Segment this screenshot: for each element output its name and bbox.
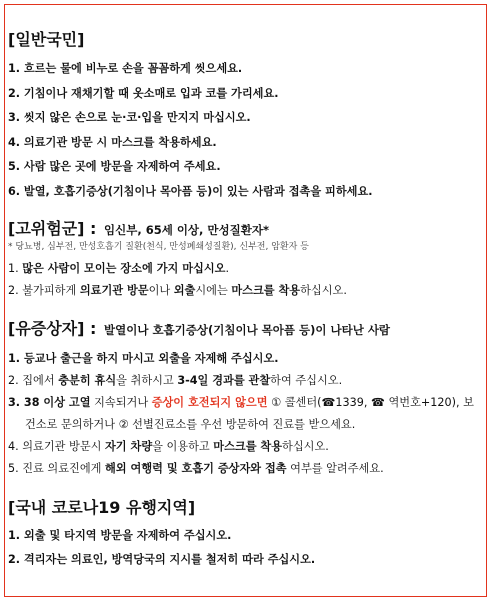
symptomatic-heading-row [8, 319, 482, 340]
general-item: 5. 사람 많은 곳에 방문을 자제하여 주세요. [8, 160, 221, 174]
domestic-heading: [국내 코로나19 유행지역] [8, 497, 196, 517]
general-list [8, 57, 482, 205]
general-item: 4. 의료기관 방문 시 마스크를 착용하세요. [8, 135, 217, 149]
highrisk-heading: [고위험군] [8, 218, 85, 238]
symptomatic-list [8, 348, 482, 480]
general-item: 1. 흐르는 물에 비누로 손을 꼼꼼하게 씻으세요. [8, 62, 243, 75]
highrisk-item-2: 2. 불가피하게 의료기관 방문이나 외출시에는 마스크를 착용하십시오. [8, 283, 347, 297]
highrisk-heading-row [8, 219, 482, 240]
general-item: 3. 씻지 않은 손으로 눈·코·입을 만지지 마십시오. [8, 111, 251, 125]
domestic-list [8, 524, 482, 573]
highrisk-subtitle: 임신부, 65세 이상, 만성질환자* [104, 222, 269, 237]
general-item: 2. 기침이나 재채기할 때 옷소매로 입과 코를 가리세요. [8, 86, 279, 100]
domestic-item: 1. 외출 및 타지역 방문을 자제하여 주십시오. [8, 528, 232, 542]
symptomatic-subtitle: 발열이나 호흡기증상(기침이나 목아픔 등)이 나타난 사람 [104, 322, 391, 337]
symptomatic-item-5: 5. 진료 의료진에게 해외 여행력 및 호흡기 증상자와 접촉 여부를 알려주세요. [8, 461, 384, 475]
symptomatic-item-3: 3. 38 이상 고열 지속되거나 증상이 호전되지 않으면 ① 콜센터(☎1339, ☎ 역번호+120), 보건소로 문의하거나 ② 선별진료소를 우선 방문하여 진료를 받으세요. [8, 395, 474, 431]
symptomatic-heading: [유증상자] [8, 318, 85, 338]
highrisk-colon: : [84, 218, 102, 238]
highrisk-note: * 당뇨병, 심부전, 만성호흡기 질환(천식, 만성폐쇄성질환), 신부전, 암환자 등 [8, 241, 309, 252]
highrisk-item-1: 1. 많은 사람이 모이는 장소에 가지 마십시오. [8, 261, 229, 275]
symptomatic-item-4: 4. 의료기관 방문시 자기 차량을 이용하고 마스크를 착용하십시오. [8, 439, 329, 453]
general-heading: [일반국민] [8, 30, 85, 49]
domestic-item: 2. 격리자는 의료인, 방역당국의 지시를 철저히 따라 주십시오. [8, 553, 316, 567]
symptomatic-item-1: 1. 등교나 출근을 하지 마시고 외출을 자제해 주십시오. [8, 351, 279, 365]
symptomatic-colon: : [84, 318, 102, 338]
highrisk-list [8, 258, 482, 302]
notice-content [8, 30, 482, 573]
general-item: 6. 발열, 호흡기증상(기침이나 목아픔 등)이 있는 사람과 접촉을 피하세요. [8, 184, 373, 198]
symptomatic-item-2: 2. 집에서 충분히 휴식을 취하시고 3-4일 경과를 관찰하여 주십시오. [8, 373, 343, 387]
